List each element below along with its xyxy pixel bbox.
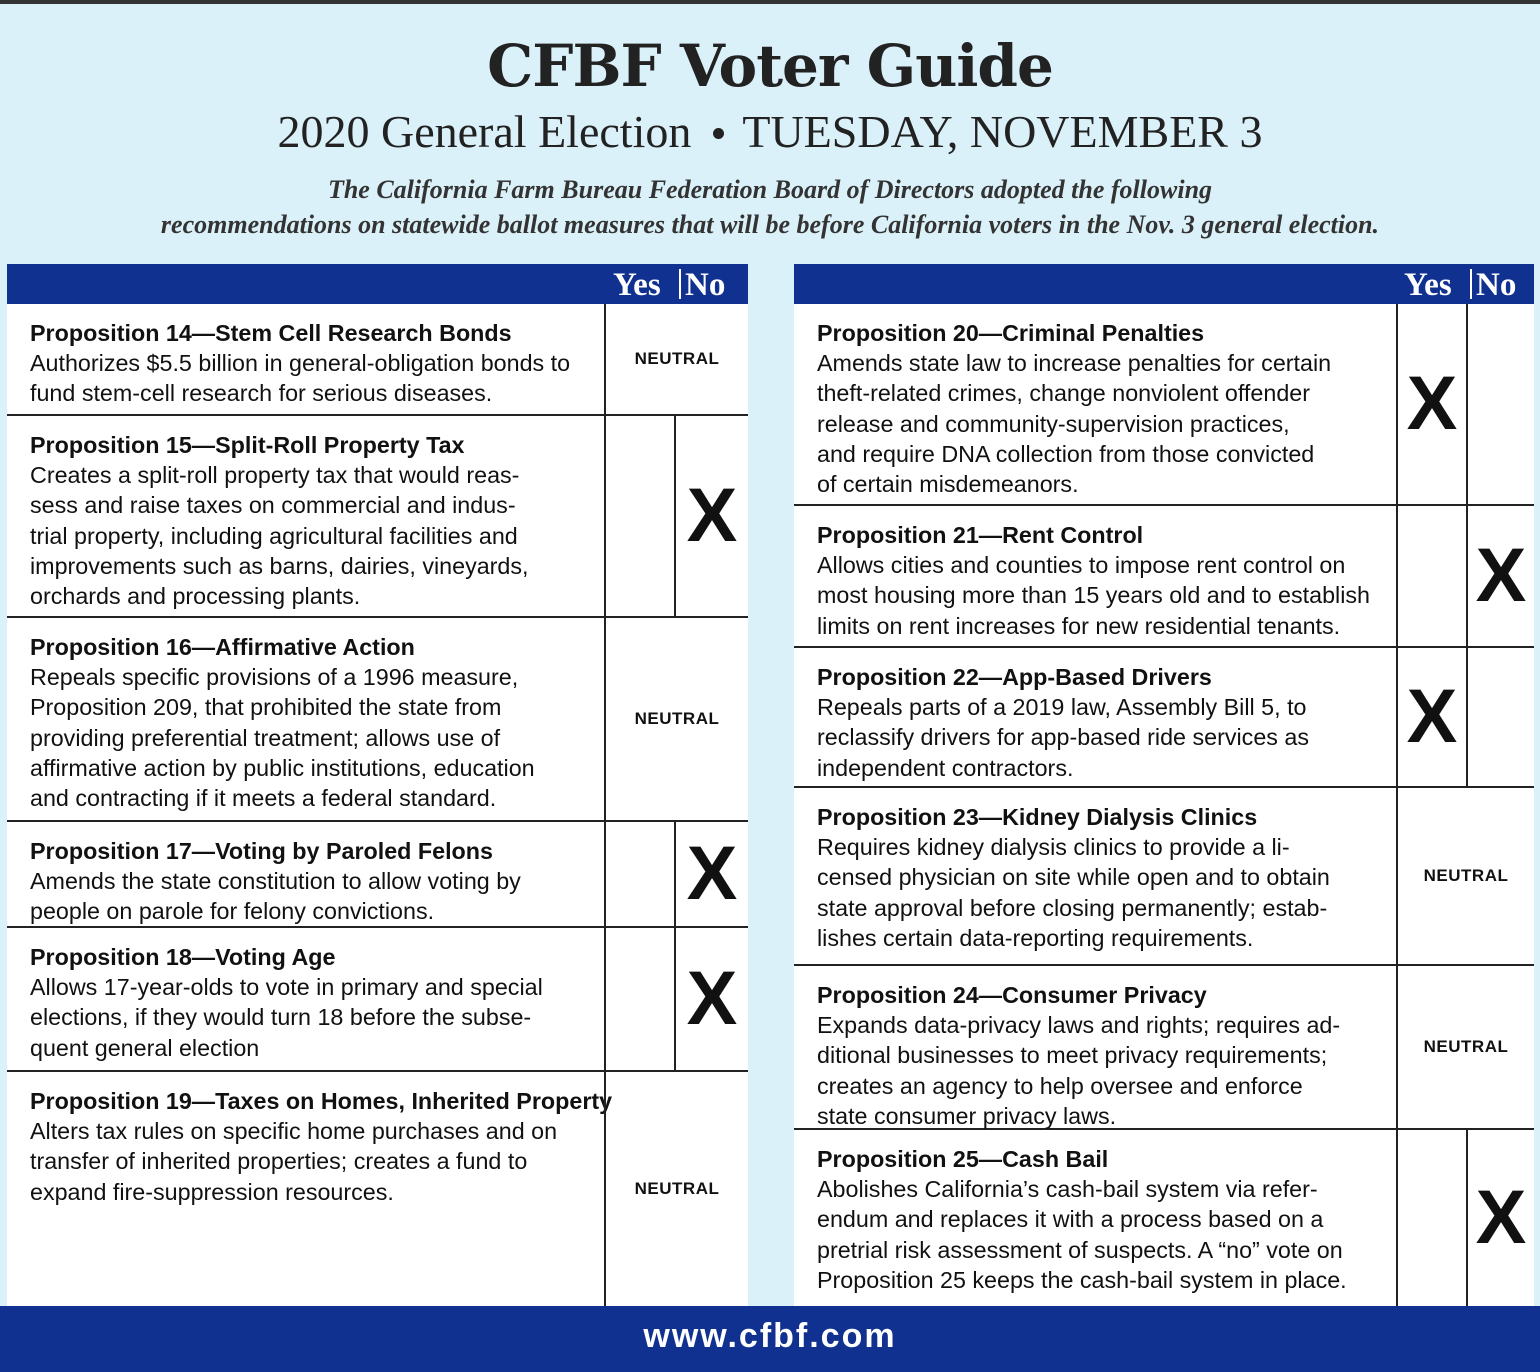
proposition-text-line: lishes certain data-reporting requirements.	[817, 924, 1254, 951]
proposition-row	[7, 416, 748, 618]
proposition-description	[817, 802, 1330, 953]
proposition-text-line: improvements such as barns, dairies, vineyards,	[30, 552, 529, 579]
left-proposition-panel	[7, 264, 748, 1306]
proposition-text-line: Proposition 209, that prohibited the state from	[30, 694, 502, 721]
yes-vote-cell	[1396, 648, 1466, 786]
yes-vote-cell	[604, 928, 674, 1070]
proposition-text-line: Repeals specific provisions of a 1996 measure,	[30, 664, 519, 691]
proposition-text-line: Expands data-privacy laws and rights; requires ad-	[817, 1012, 1341, 1039]
no-vote-cell	[674, 822, 748, 926]
proposition-description	[817, 1144, 1347, 1295]
proposition-text-line: independent contractors.	[817, 754, 1074, 781]
proposition-text-line: people on parole for felony convictions.	[30, 898, 435, 925]
proposition-text-line: Creates a split-roll property tax that would reas-	[30, 462, 520, 489]
intro-line-2: recommendations on statewide ballot measures that will be before California voters in the Nov. 3 general election.	[160, 210, 1380, 239]
proposition-text-line: censed physician on site while open and to obtain	[817, 864, 1330, 891]
proposition-text-line: elections, if they would turn 18 before the subse-	[30, 1004, 532, 1031]
proposition-text-line: pretrial risk assessment of suspects. A “no” vote on	[817, 1236, 1343, 1263]
proposition-text-line: Repeals parts of a 2019 law, Assembly Bill 5, to	[817, 694, 1307, 721]
proposition-row	[794, 1130, 1534, 1306]
proposition-text-line: orchards and processing plants.	[30, 583, 361, 610]
proposition-title: Proposition 24—Consumer Privacy	[817, 982, 1207, 1008]
proposition-title: Proposition 25—Cash Bail	[817, 1146, 1109, 1172]
neutral-recommendation: NEUTRAL	[604, 618, 748, 820]
proposition-text-line: state consumer privacy laws.	[817, 1102, 1117, 1129]
proposition-description	[817, 662, 1309, 783]
election-name: 2020 General Election	[277, 106, 692, 157]
proposition-text-line: affirmative action by public institutions, education	[30, 754, 535, 781]
proposition-text-line: sess and raise taxes on commercial and indus-	[30, 492, 516, 519]
proposition-text-line: and require DNA collection from those convicted	[817, 440, 1315, 467]
guide-header	[0, 0, 1540, 262]
no-vote-cell	[1466, 1130, 1534, 1306]
proposition-text-line: release and community-supervision practices,	[817, 410, 1290, 437]
proposition-text-line: Requires kidney dialysis clinics to provide a li-	[817, 834, 1290, 861]
proposition-text-line: Proposition 25 keeps the cash-bail system in place.	[817, 1266, 1347, 1293]
proposition-text-line: Allows 17-year-olds to vote in primary and special	[30, 974, 543, 1001]
proposition-row	[7, 304, 748, 416]
no-x-mark-icon: X	[686, 956, 738, 1041]
proposition-row	[7, 822, 748, 928]
proposition-description	[817, 318, 1331, 499]
proposition-text-line: ditional businesses to meet privacy requirements;	[817, 1042, 1328, 1069]
proposition-description	[30, 942, 543, 1063]
proposition-text-line: Authorizes $5.5 billion in general-obligation bonds to	[30, 350, 571, 377]
bullet-icon	[713, 128, 724, 139]
intro-text	[0, 172, 1540, 242]
proposition-text-line: creates an agency to help oversee and enforce	[817, 1072, 1303, 1099]
proposition-title: Proposition 18—Voting Age	[30, 944, 336, 970]
proposition-description	[817, 980, 1340, 1131]
right-proposition-panel	[794, 264, 1534, 1306]
proposition-text-line: providing preferential treatment; allows use of	[30, 724, 501, 751]
election-date: TUESDAY, NOVEMBER 3	[742, 106, 1263, 157]
proposition-text-line: and contracting if it meets a federal standard.	[30, 785, 497, 812]
right-proposition-list	[794, 304, 1534, 1306]
proposition-row	[794, 304, 1534, 506]
proposition-text-line: quent general election	[30, 1034, 260, 1061]
proposition-title: Proposition 19—Taxes on Homes, Inherited Property	[30, 1088, 613, 1114]
proposition-title: Proposition 15—Split-Roll Property Tax	[30, 432, 465, 458]
neutral-recommendation: NEUTRAL	[604, 1072, 748, 1306]
proposition-text-line: reclassify drivers for app-based ride services as	[817, 724, 1310, 751]
yes-column-label: Yes	[1404, 267, 1452, 303]
proposition-text-line: Alters tax rules on specific home purchases and on	[30, 1118, 558, 1145]
intro-line-1: The California Farm Bureau Federation Board of Directors adopted the following	[327, 175, 1213, 204]
proposition-row	[794, 506, 1534, 648]
no-x-mark-icon: X	[686, 831, 738, 916]
no-vote-cell	[1466, 506, 1534, 646]
proposition-description	[30, 1086, 612, 1207]
proposition-title: Proposition 21—Rent Control	[817, 522, 1144, 548]
proposition-description	[30, 632, 535, 813]
neutral-recommendation: NEUTRAL	[604, 304, 748, 414]
proposition-text-line: endum and replaces it with a process based on a	[817, 1206, 1324, 1233]
proposition-title: Proposition 16—Affirmative Action	[30, 634, 415, 660]
no-vote-cell	[1466, 648, 1534, 786]
proposition-description	[30, 430, 529, 611]
proposition-text-line: state approval before closing permanently; estab-	[817, 894, 1328, 921]
proposition-text-line: limits on rent increases for new residential tenants.	[817, 612, 1341, 639]
column-divider	[1470, 269, 1472, 299]
proposition-title: Proposition 22—App-Based Drivers	[817, 664, 1212, 690]
no-x-mark-icon: X	[1475, 1175, 1527, 1260]
proposition-text-line: fund stem-cell research for serious diseases.	[30, 380, 493, 407]
no-column-label: No	[685, 267, 726, 303]
proposition-text-line: Abolishes California’s cash-bail system via refer-	[817, 1176, 1318, 1203]
proposition-title: Proposition 20—Criminal Penalties	[817, 320, 1205, 346]
proposition-text-line: Amends state law to increase penalties for certain	[817, 350, 1332, 377]
proposition-title: Proposition 23—Kidney Dialysis Clinics	[817, 804, 1258, 830]
left-proposition-list	[7, 304, 748, 1306]
yes-x-mark-icon: X	[1406, 674, 1458, 759]
proposition-row	[794, 788, 1534, 966]
no-vote-cell	[674, 928, 748, 1070]
yes-vote-cell	[1396, 1130, 1466, 1306]
election-subtitle	[0, 104, 1540, 160]
proposition-text-line: most housing more than 15 years old and to establish	[817, 582, 1370, 609]
right-panel-header	[794, 264, 1534, 304]
proposition-description	[817, 520, 1370, 641]
no-x-mark-icon: X	[1475, 533, 1527, 618]
no-vote-cell	[1466, 304, 1534, 504]
no-column-label: No	[1476, 267, 1517, 303]
yes-column-label: Yes	[613, 267, 661, 303]
yes-vote-cell	[1396, 304, 1466, 504]
proposition-description	[30, 836, 521, 927]
proposition-title: Proposition 17—Voting by Paroled Felons	[30, 838, 493, 864]
yes-vote-cell	[1396, 506, 1466, 646]
proposition-description	[30, 318, 570, 409]
yes-vote-cell	[604, 822, 674, 926]
footer-url[interactable]: www.cfbf.com	[0, 1306, 1540, 1372]
proposition-row	[794, 966, 1534, 1130]
yes-vote-cell	[604, 416, 674, 616]
yes-x-mark-icon: X	[1406, 361, 1458, 446]
proposition-text-line: Amends the state constitution to allow voting by	[30, 868, 521, 895]
proposition-row	[7, 618, 748, 822]
no-vote-cell	[674, 416, 748, 616]
proposition-row	[794, 648, 1534, 788]
proposition-text-line: trial property, including agricultural facilities and	[30, 522, 518, 549]
left-panel-header	[7, 264, 748, 304]
neutral-recommendation: NEUTRAL	[1396, 788, 1534, 964]
proposition-text-line: expand fire-suppression resources.	[30, 1178, 394, 1205]
proposition-text-line: theft-related crimes, change nonviolent offender	[817, 380, 1310, 407]
column-divider	[679, 269, 681, 299]
proposition-title: Proposition 14—Stem Cell Research Bonds	[30, 320, 512, 346]
proposition-row	[7, 1072, 748, 1306]
page-title: CFBF Voter Guide	[487, 32, 1053, 100]
proposition-text-line: Allows cities and counties to impose rent control on	[817, 552, 1346, 579]
no-x-mark-icon: X	[686, 473, 738, 558]
neutral-recommendation: NEUTRAL	[1396, 966, 1534, 1128]
proposition-text-line: transfer of inherited properties; creates a fund to	[30, 1148, 528, 1175]
proposition-text-line: of certain misdemeanors.	[817, 471, 1079, 498]
proposition-row	[7, 928, 748, 1072]
